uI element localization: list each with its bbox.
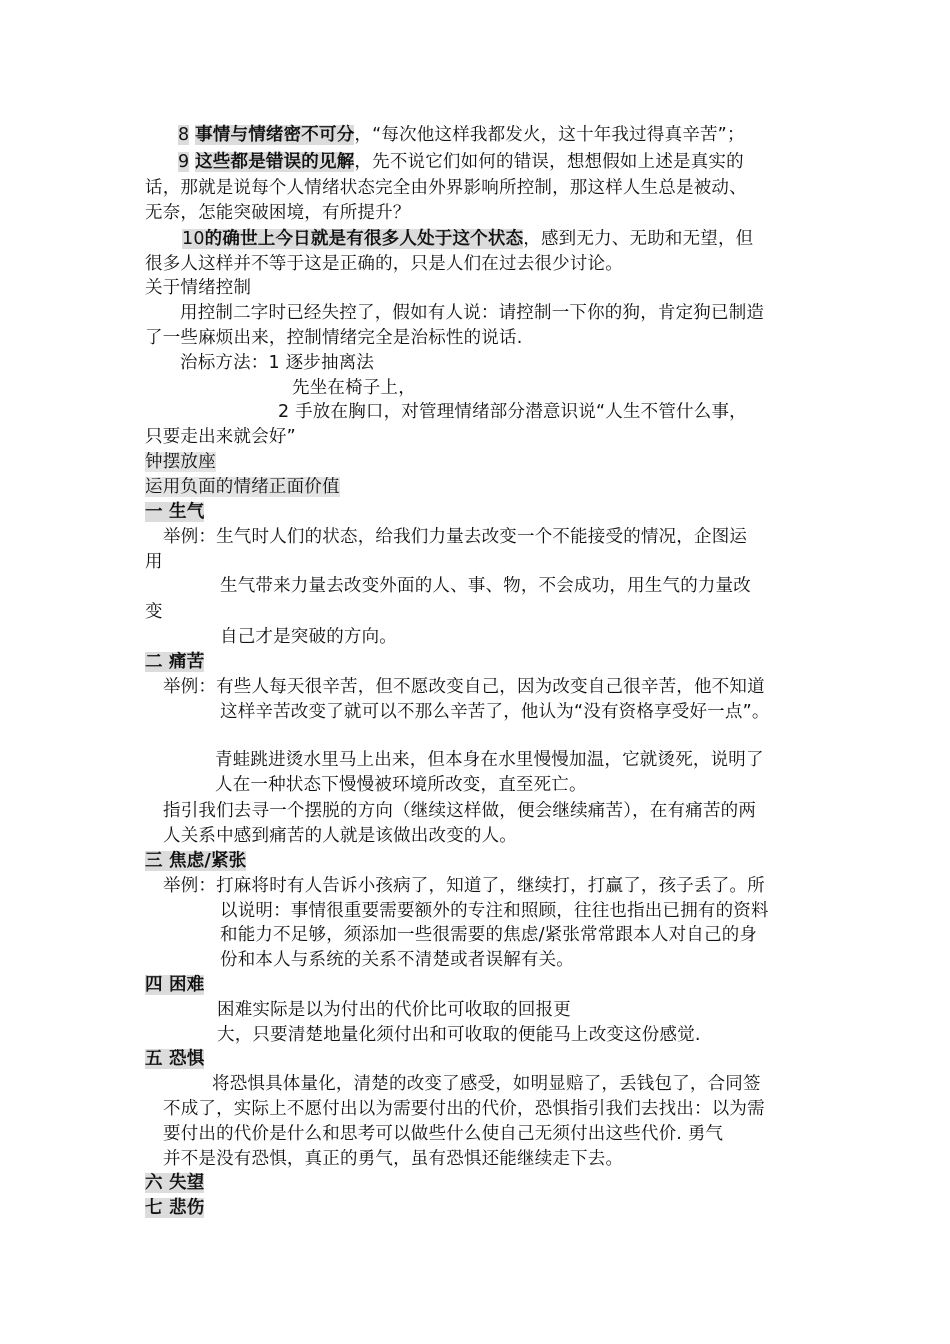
anxiety-line-4: 份和本人与系统的关系不清楚或者误解有关。 [220,950,574,970]
paragraph-9-line-3: 无奈，怎能突破困境，有所提升？ [145,203,411,223]
use-negative-heading [145,475,340,499]
method-line-1: 治标方法：1 逐步抽离法 [180,353,375,373]
section-sadness-title: 七 悲伤 [145,1198,205,1218]
statement-rest: ，感到无力、无助和无望，但 [523,229,754,249]
fear-line-2: 不成了，实际上不愿付出以为需要付出的代价，恐惧指引我们去找出：以为需 [163,1099,765,1119]
paragraph-10-line-2: 很多人这样并不等于这是正确的，只是人们在过去很少讨论。 [145,254,623,274]
section-anger-title: 一 生气 [145,502,205,522]
section-anger-heading [145,500,204,524]
paragraph-8 [178,123,745,147]
method-line-3: 2 手放在胸口，对管理情绪部分潜意识说“人生不管什么事， [278,402,747,422]
difficulty-line-2: 大，只要清楚地量化须付出和可收取的便能马上改变这份感觉. [217,1025,701,1045]
method-line-4: 只要走出来就会好” [145,427,296,447]
pain-line-5: 指引我们去寻一个摆脱的方向（继续这样做，便会继续痛苦），在有痛苦的两 [163,801,757,821]
section-pain-title: 二 痛苦 [145,652,205,672]
anxiety-line-1: 举例：打麻将时有人告诉小孩病了，知道了，继续打，打赢了，孩子丢了。所 [163,876,765,896]
pendulum-text: 钟摆放座 [145,452,216,472]
fear-line-4: 并不是没有恐惧，真正的勇气，虽有恐惧还能继续走下去。 [163,1149,624,1169]
paragraph-9-line-1 [178,150,744,174]
use-negative-text: 运用负面的情绪正面价值 [145,477,340,497]
pain-line-1: 举例：有些人每天很辛苦，但不愿改变自己，因为改变自己很辛苦，他不知道 [163,677,765,697]
statement-rest: ，先不说它们如何的错误，想想假如上述是真实的 [354,152,744,172]
anger-line-2: 用 [145,552,163,572]
bold-statement: 事情与情绪密不可分 [195,125,355,145]
anxiety-line-2: 以说明：事情很重要需要额外的专注和照顾，往往也指出已拥有的资料 [220,901,769,921]
anxiety-line-3: 和能力不足够，须添加一些很需要的焦虑/紧张常常跟本人对自己的身 [220,925,758,945]
section-sadness-heading [145,1196,204,1220]
section-fear-heading [145,1047,204,1071]
pendulum-heading [145,450,216,474]
pain-line-2: 这样辛苦改变了就可以不那么辛苦了，他认为“没有资格享受好一点”。 [220,702,770,722]
difficulty-line-1: 困难实际是以为付出的代价比可收取的回报更 [217,1000,571,1020]
method-line-2: 先坐在椅子上， [292,378,416,398]
item-number: 10 [182,229,205,249]
anger-line-4: 变 [145,602,163,622]
section-disappointment-heading [145,1171,204,1195]
anger-line-1: 举例：生气时人们的状态，给我们力量去改变一个不能接受的情况，企图运 [163,527,748,547]
control-line-1: 用控制二字时已经失控了，假如有人说：请控制一下你的狗，肯定狗已制造 [180,303,765,323]
section-difficulty-title: 四 困难 [145,975,205,995]
bold-statement: 这些都是错误的见解 [195,152,355,172]
item-number: 9 [178,152,190,172]
about-emotion-control: 关于情绪控制 [145,278,252,298]
paragraph-9-line-2: 话，那就是说每个人情绪状态完全由外界影响所控制，那这样人生总是被动、 [145,178,747,198]
section-fear-title: 五 恐惧 [145,1049,205,1069]
anger-line-3: 生气带来力量去改变外面的人、事、物，不会成功，用生气的力量改 [220,576,751,596]
control-line-2: 了一些麻烦出来，控制情绪完全是治标性的说话. [145,328,523,348]
bold-statement: 的确世上今日就是有很多人处于这个状态 [204,229,524,249]
paragraph-10-line-1 [182,227,753,251]
fear-line-1: 将恐惧具体量化，清楚的改变了感受，如明显赔了，丢钱包了，合同签 [212,1074,761,1094]
section-anxiety-title: 三 焦虑/紧张 [145,851,247,871]
anger-line-5: 自己才是突破的方向。 [220,627,397,647]
section-difficulty-heading [145,973,204,997]
section-disappointment-title: 六 失望 [145,1173,205,1193]
pain-line-6: 人关系中感到痛苦的人就是该做出改变的人。 [163,826,517,846]
fear-line-3: 要付出的代价是什么和思考可以做些什么使自己无须付出这些代价. 勇气 [163,1124,724,1144]
section-pain-heading [145,650,204,674]
section-anxiety-heading [145,849,246,873]
statement-rest: ，“每次他这样我都发火，这十年我过得真辛苦”； [354,125,745,145]
item-number: 8 [178,125,190,145]
pain-line-4: 人在一种状态下慢慢被环境所改变，直至死亡。 [215,775,587,795]
pain-line-3: 青蛙跳进烫水里马上出来，但本身在水里慢慢加温，它就烫死，说明了 [215,750,764,770]
